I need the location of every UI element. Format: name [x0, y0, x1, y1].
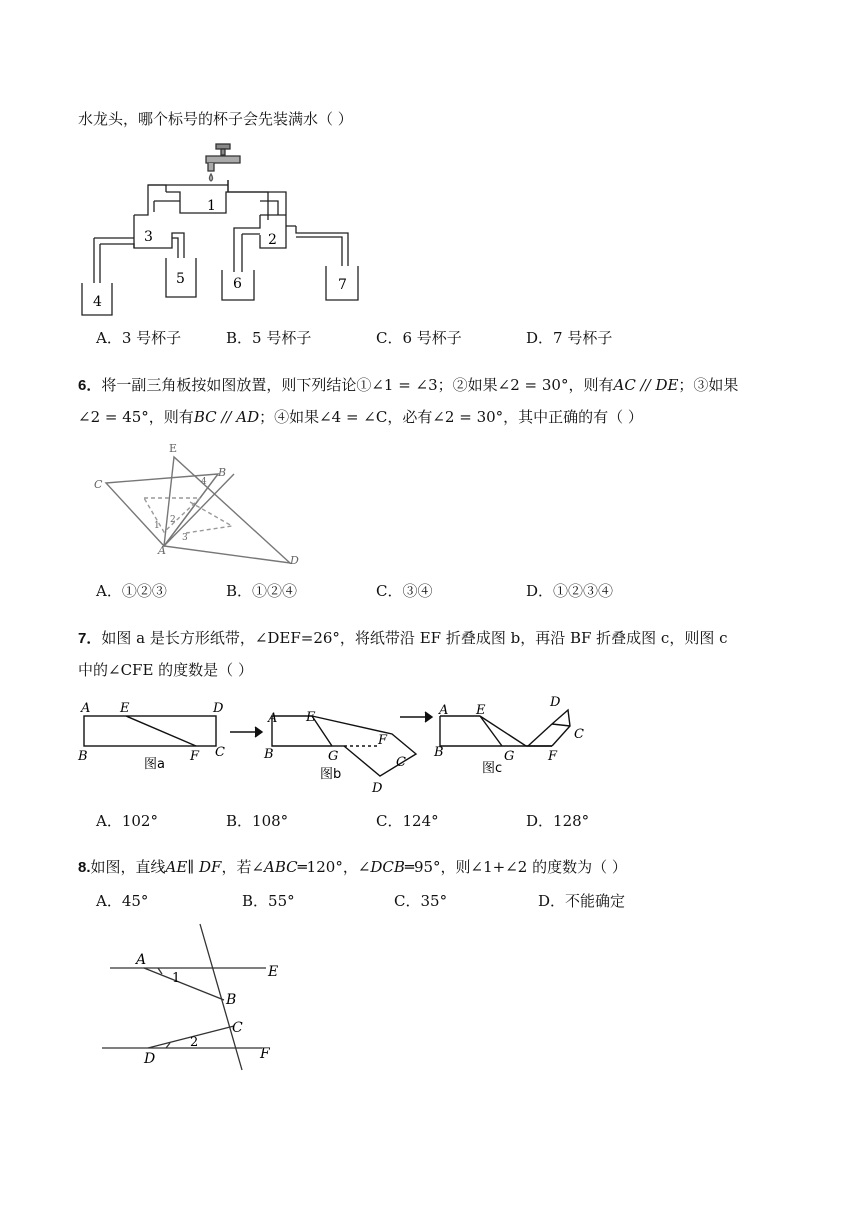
cup-label-4: 4 — [93, 294, 102, 310]
q6-angle-2: 2 — [170, 515, 176, 525]
q6-option-a[interactable]: A．①②③ — [96, 582, 167, 600]
q6-stem-line2 — [78, 406, 643, 428]
q7-text-1: 如图 a 是长方形纸带，∠DEF=26°，将纸带沿 EF 折叠成图 b，再沿 BF 折叠成图 c，则图 c — [101, 629, 728, 647]
q6-angle-3: 3 — [182, 533, 188, 543]
q8-angle-1: 1 — [172, 971, 181, 986]
q7c-label-c: C — [574, 727, 584, 742]
q7a-label-b: B — [78, 749, 88, 764]
q7a-label-a: A — [81, 701, 91, 716]
q7b-label-c: C — [396, 755, 406, 770]
q7-option-a[interactable]: A．102° — [96, 812, 158, 830]
q6-stem-line1 — [78, 374, 738, 397]
q7a-label-c: C — [215, 745, 225, 760]
q7b-label-d: D — [372, 781, 383, 796]
q8-parallel-lines-figure — [96, 920, 296, 1080]
q8-text-g: ═95°，则∠1+∠2 的度数为（ ） — [404, 858, 627, 876]
q6-text-a: 将一副三角板按如图放置，则下列结论①∠1 = ∠3；②如果∠2 = 30°，则有 — [101, 376, 614, 394]
q7-caption-a: 图a — [144, 757, 165, 772]
q8-text-d: ABC — [264, 858, 298, 876]
q6-option-b[interactable]: B．①②④ — [226, 582, 298, 600]
q6-label-a: A — [158, 544, 166, 557]
cup-label-3: 3 — [144, 229, 153, 245]
q8-text-e: ═120°，∠ — [297, 858, 371, 876]
q7-caption-b: 图b — [320, 767, 342, 782]
q5-option-b[interactable]: B．5 号杯子 — [226, 329, 312, 347]
q5-option-d[interactable]: D．7 号杯子 — [526, 329, 613, 347]
q8-option-b[interactable]: B．55° — [242, 892, 295, 910]
q8-text-f: DCB — [370, 858, 405, 876]
q8-text-a: 如图，直线 — [90, 858, 166, 876]
q6-angle-4: 4 — [201, 477, 207, 487]
q8-text-c: ，若∠ — [221, 858, 265, 876]
q7a-label-d: D — [213, 701, 224, 716]
cup-label-1: 1 — [207, 198, 216, 214]
q7-option-d[interactable]: D．128° — [526, 812, 590, 830]
q5-faucet-cups-figure — [78, 140, 378, 310]
q6-label-c: C — [94, 478, 103, 491]
q7-stem-line1 — [78, 627, 728, 650]
q8-label-d: D — [144, 1051, 156, 1067]
q8-option-d[interactable]: D．不能确定 — [538, 892, 626, 910]
q8-number: 8. — [78, 859, 91, 876]
q6-label-d: D — [290, 554, 299, 567]
q7a-label-f: F — [190, 749, 200, 764]
q7-number: 7． — [78, 630, 102, 647]
q7b-label-e: E — [306, 710, 316, 725]
q7b-label-b: B — [264, 747, 274, 762]
q8-angle-2: 2 — [190, 1035, 199, 1050]
q7b-label-f: F — [378, 733, 388, 748]
q7-option-b[interactable]: B．108° — [226, 812, 289, 830]
q6-text-c: ；③如果 — [678, 376, 739, 394]
q7a-label-e: E — [120, 701, 130, 716]
q5-option-c[interactable]: C．6 号杯子 — [376, 329, 462, 347]
q7c-label-g: G — [504, 749, 515, 764]
cup-label-2: 2 — [268, 232, 277, 248]
q7-option-c[interactable]: C．124° — [376, 812, 439, 830]
q8-option-c[interactable]: C．35° — [394, 892, 448, 910]
q7b-label-g: G — [328, 749, 339, 764]
q7c-label-f: F — [548, 749, 558, 764]
q7-caption-c: 图c — [482, 761, 503, 776]
q6-label-b: B — [218, 466, 227, 479]
q5-stem-tail: 水龙头，哪个标号的杯子会先装满水（ ） — [78, 110, 353, 128]
q7c-label-e: E — [476, 703, 486, 718]
q6-text-e: BC // AD — [193, 408, 260, 426]
q6-text-b: AC // DE — [613, 376, 679, 394]
q8-label-c: C — [232, 1020, 243, 1036]
faucet-icon — [206, 144, 240, 181]
q8-stem — [78, 856, 627, 879]
q7c-label-d: D — [550, 695, 561, 710]
q7c-label-a: A — [439, 703, 449, 718]
q8-label-f: F — [260, 1046, 270, 1062]
q8-text-b: AE∥ DF — [165, 858, 222, 876]
q6-angle-1: 1 — [154, 521, 160, 531]
q7-stem-line2: 中的∠CFE 的度数是（ ） — [78, 661, 253, 679]
q8-option-a[interactable]: A．45° — [96, 892, 149, 910]
q6-text-f: ；④如果∠4 = ∠C，必有∠2 = 30°，其中正确的有（ ） — [259, 408, 643, 426]
q8-label-a: A — [136, 952, 147, 968]
q7-fold-figure — [74, 694, 604, 804]
q6-label-e: E — [169, 442, 178, 455]
q6-option-d[interactable]: D．①②③④ — [526, 582, 614, 600]
cup-label-6: 6 — [233, 276, 242, 292]
q8-label-e: E — [268, 964, 279, 980]
cup-label-5: 5 — [176, 271, 185, 287]
cup-label-7: 7 — [338, 277, 347, 293]
q6-option-c[interactable]: C．③④ — [376, 582, 433, 600]
q5-option-a[interactable]: A．3 号杯子 — [96, 329, 182, 347]
q6-number: 6． — [78, 377, 102, 394]
q7b-label-a: A — [268, 711, 278, 726]
q6-triangle-figure — [90, 440, 310, 570]
q7c-label-b: B — [434, 745, 444, 760]
q6-text-d: ∠2 = 45°，则有 — [78, 408, 194, 426]
q8-label-b: B — [226, 992, 237, 1008]
